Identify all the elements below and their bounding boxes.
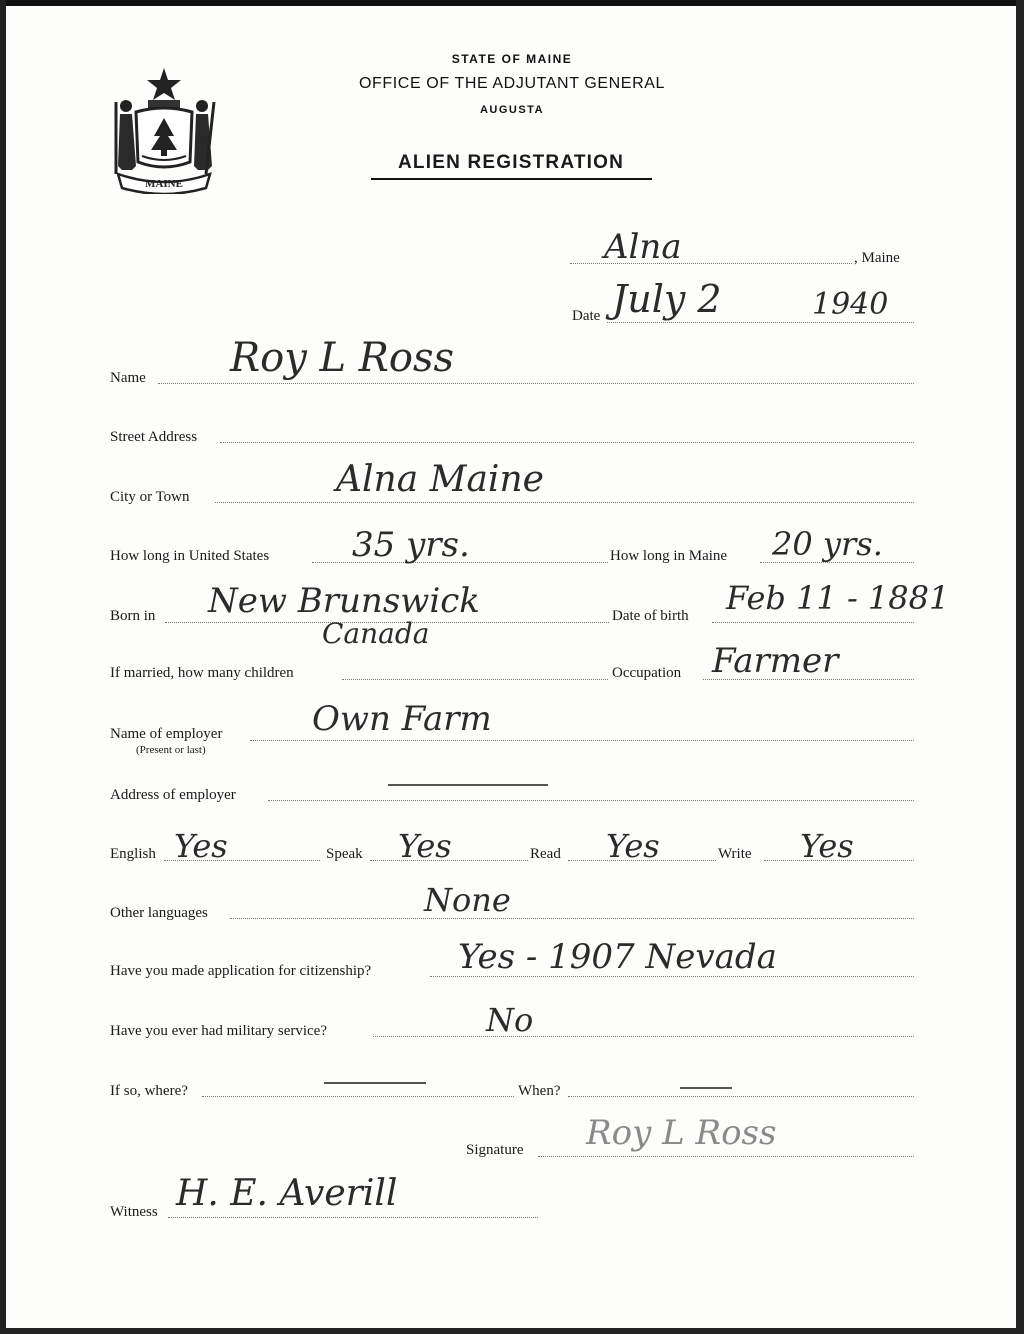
street-line <box>220 442 914 443</box>
speak-entry: Yes <box>398 827 452 865</box>
employer-sublabel: (Present or last) <box>136 744 206 756</box>
read-entry: Yes <box>606 827 660 865</box>
title-underline <box>371 178 652 180</box>
page-title: ALIEN REGISTRATION <box>397 152 625 173</box>
header-city: AUGUSTA <box>479 104 545 116</box>
name-label: Name <box>110 370 146 386</box>
employer-address-line <box>268 800 914 801</box>
name-line <box>158 383 914 384</box>
header-state: STATE OF MAINE <box>451 52 573 66</box>
town-entry: Alna <box>604 227 682 267</box>
header-office: OFFICE OF THE ADJUTANT GENERAL <box>358 75 666 92</box>
occupation-label: Occupation <box>612 665 682 681</box>
employer-line <box>250 740 914 741</box>
english-label: English <box>110 846 156 862</box>
married-line <box>342 679 608 680</box>
how-long-maine-label: How long in Maine <box>610 548 728 564</box>
witness-label: Witness <box>110 1204 158 1220</box>
other-languages-entry: None <box>424 881 511 919</box>
street-label: Street Address <box>110 429 198 445</box>
how-long-maine-entry: 20 yrs. <box>772 525 883 563</box>
english-entry: Yes <box>174 827 228 865</box>
date-year-entry: 1940 <box>812 287 889 322</box>
scan-border-top <box>0 0 1024 6</box>
city-line <box>215 502 914 503</box>
born-in-entry: New Brunswick <box>208 581 480 621</box>
signature-line <box>538 1156 914 1157</box>
read-label: Read <box>530 846 561 862</box>
where-dash <box>324 1082 426 1084</box>
how-long-us-label: How long in United States <box>110 548 270 564</box>
employer-address-dash <box>388 784 548 786</box>
how-long-us-entry: 35 yrs. <box>352 525 470 565</box>
military-label: Have you ever had military service? <box>110 1023 327 1039</box>
write-label: Write <box>718 846 752 862</box>
military-entry: No <box>486 1001 534 1039</box>
when-label: When? <box>518 1083 561 1099</box>
occupation-entry: Farmer <box>712 641 839 681</box>
employer-label: Name of employer <box>110 726 223 742</box>
citizenship-label: Have you made application for citizenship? <box>110 963 372 979</box>
born-in-country-entry: Canada <box>322 617 430 650</box>
witness-line <box>168 1217 538 1218</box>
when-line <box>568 1096 914 1097</box>
dob-line <box>712 622 914 623</box>
city-entry: Alna Maine <box>336 459 544 500</box>
other-languages-line <box>230 918 914 919</box>
where-label: If so, where? <box>110 1083 188 1099</box>
name-entry: Roy L Ross <box>230 335 455 381</box>
signature-label: Signature <box>466 1142 524 1158</box>
state-seal-icon <box>110 66 218 194</box>
scan-border-left <box>0 0 6 1334</box>
seal-motto: MAINE <box>145 178 183 190</box>
signature-entry: Roy L Ross <box>586 1113 777 1153</box>
speak-label: Speak <box>326 846 363 862</box>
write-entry: Yes <box>800 827 854 865</box>
dob-entry: Feb 11 - 1881 <box>726 579 950 617</box>
dob-label: Date of birth <box>612 608 689 624</box>
city-label: City or Town <box>110 489 190 505</box>
when-dash <box>680 1087 732 1089</box>
employer-entry: Own Farm <box>312 699 492 739</box>
where-line <box>202 1096 514 1097</box>
scan-border-right <box>1016 0 1024 1334</box>
maine-label: , Maine <box>854 250 900 266</box>
date-label: Date <box>572 308 601 324</box>
other-languages-label: Other languages <box>110 905 208 921</box>
citizenship-entry: Yes - 1907 Nevada <box>458 937 777 977</box>
born-in-label: Born in <box>110 608 156 624</box>
witness-entry: H. E. Averill <box>176 1173 398 1214</box>
date-line <box>607 322 914 323</box>
married-label: If married, how many children <box>110 665 294 681</box>
date-entry: July 2 <box>612 277 722 321</box>
employer-address-label: Address of employer <box>110 787 236 803</box>
scan-border-bottom <box>0 1328 1024 1334</box>
military-line <box>373 1036 914 1037</box>
